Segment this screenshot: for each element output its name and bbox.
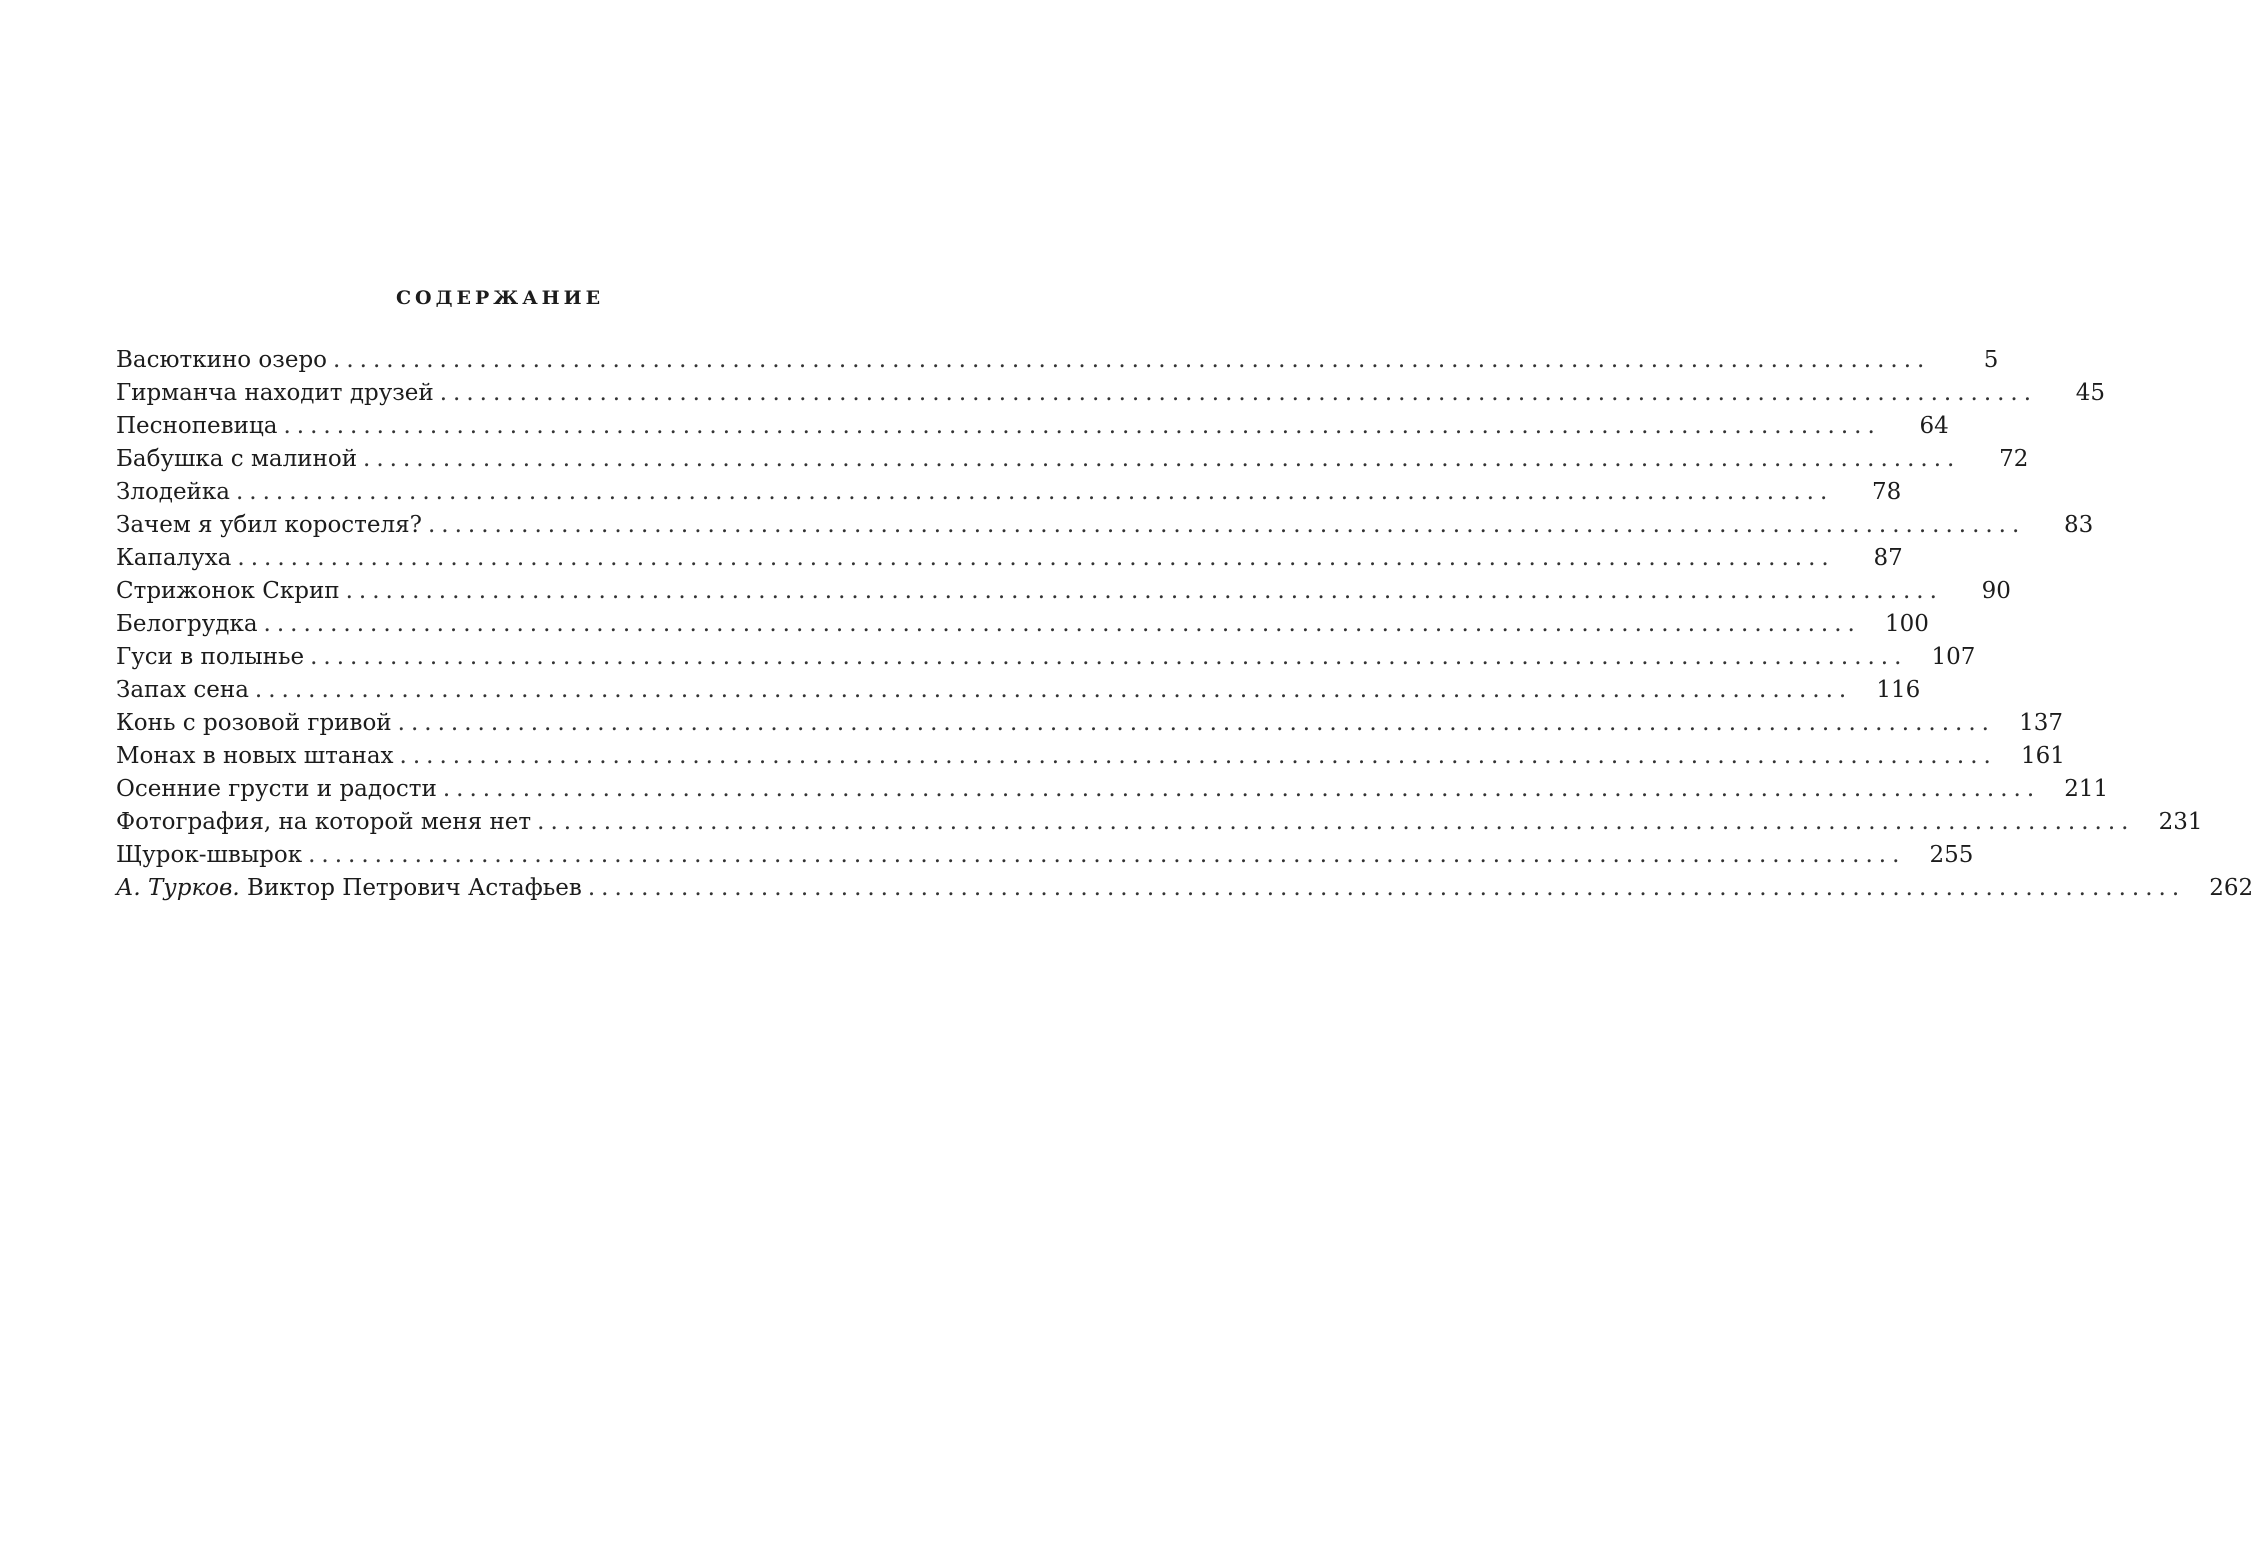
entry-title: Гирманча находит друзей [116, 380, 434, 406]
entry-title: Стрижонок Скрип [116, 578, 340, 604]
toc-entry [116, 575, 2011, 608]
entry-title: Запах сена [116, 677, 249, 703]
entry-page-number: 161 [2020, 743, 2065, 769]
entry-page-number: 5 [1983, 347, 1999, 373]
dot-leader: ........................................................................................................................ [427, 512, 2026, 538]
entry-title: Белогрудка [116, 611, 258, 637]
dot-leader: ........................................................................................................................ [310, 644, 1908, 670]
entry-title: Злодейка [116, 479, 230, 505]
entry-page-number: 87 [1873, 545, 1903, 571]
dot-leader: ........................................................................................................................ [587, 875, 2186, 901]
entry-title: Гуси в полынье [116, 644, 305, 670]
entry-page-number: 211 [2064, 776, 2109, 802]
dot-leader: ........................................................................................................................ [345, 578, 1943, 604]
entry-page-number: 107 [1931, 644, 1976, 670]
toc-entry [116, 476, 1902, 509]
entry-page-number: 231 [2158, 809, 2203, 835]
entry-title: Монах в новых штанах [116, 743, 394, 769]
entry-title-with-author [116, 872, 582, 905]
entry-page-number: 64 [1919, 413, 1949, 439]
entry-title: Фотография, на которой меня нет [116, 809, 532, 835]
entry-title: Щурок-швырок [116, 842, 303, 868]
toc-entry [116, 773, 2109, 806]
dot-leader: ........................................................................................................................ [537, 809, 2135, 835]
entry-title: Васюткино озеро [116, 347, 328, 373]
dot-leader: ........................................................................................................................ [308, 842, 1906, 868]
toc-entry [116, 806, 2203, 839]
toc-entry [116, 410, 1949, 443]
entry-page-number: 255 [1929, 842, 1974, 868]
entry-page-number: 72 [1999, 446, 2029, 472]
toc-entry [116, 872, 2253, 905]
dot-leader: ........................................................................................................................ [439, 380, 2038, 406]
entry-title: Конь с розовой гривой [116, 710, 392, 736]
entry-page-number: 83 [2064, 512, 2094, 538]
toc-entry [116, 740, 2065, 773]
toc-heading: СОДЕРЖАНИЕ [395, 287, 605, 309]
entry-title: Капалуха [116, 545, 232, 571]
dot-leader: ........................................................................................................................ [235, 479, 1834, 505]
dot-leader: ........................................................................................................................ [442, 776, 2041, 802]
toc-entry [116, 542, 1903, 575]
entry-title-text: Виктор Петрович Астафьев [247, 875, 582, 901]
dot-leader: ........................................................................................................................ [397, 710, 1995, 736]
entry-title: Осенние грусти и радости [116, 776, 437, 802]
dot-leader: ........................................................................................................................ [283, 413, 1881, 439]
toc-entry [116, 674, 1921, 707]
entry-title: Бабушка с малиной [116, 446, 358, 472]
entry-page-number: 90 [1981, 578, 2011, 604]
dot-leader: ........................................................................................................................ [333, 347, 1931, 373]
entry-page-number: 100 [1884, 611, 1929, 637]
toc-entry [116, 443, 2029, 476]
entry-title: Зачем я убил коростеля? [116, 512, 422, 538]
toc-entry [116, 608, 1929, 641]
toc-entry [116, 509, 2094, 542]
dot-leader: ........................................................................................................................ [399, 743, 1997, 769]
entry-page-number: 262 [2209, 875, 2253, 901]
entry-page-number: 78 [1872, 479, 1902, 505]
dot-leader: ........................................................................................................................ [263, 611, 1861, 637]
entry-page-number: 137 [2019, 710, 2063, 736]
toc-entry [116, 344, 1999, 377]
entry-page-number: 116 [1876, 677, 1921, 703]
entry-page-number: 45 [2075, 380, 2106, 406]
toc-list [116, 344, 2253, 905]
toc-entry [116, 377, 2106, 410]
toc-entry [116, 641, 1976, 674]
dot-leader: ........................................................................................................................ [254, 677, 1853, 703]
entry-author: А. Турков. [116, 875, 240, 901]
toc-entry [116, 839, 1974, 872]
dot-leader: ........................................................................................................................ [363, 446, 1961, 472]
toc-entry [116, 707, 2063, 740]
dot-leader: ........................................................................................................................ [237, 545, 1835, 571]
entry-title: Песнопевица [116, 413, 278, 439]
